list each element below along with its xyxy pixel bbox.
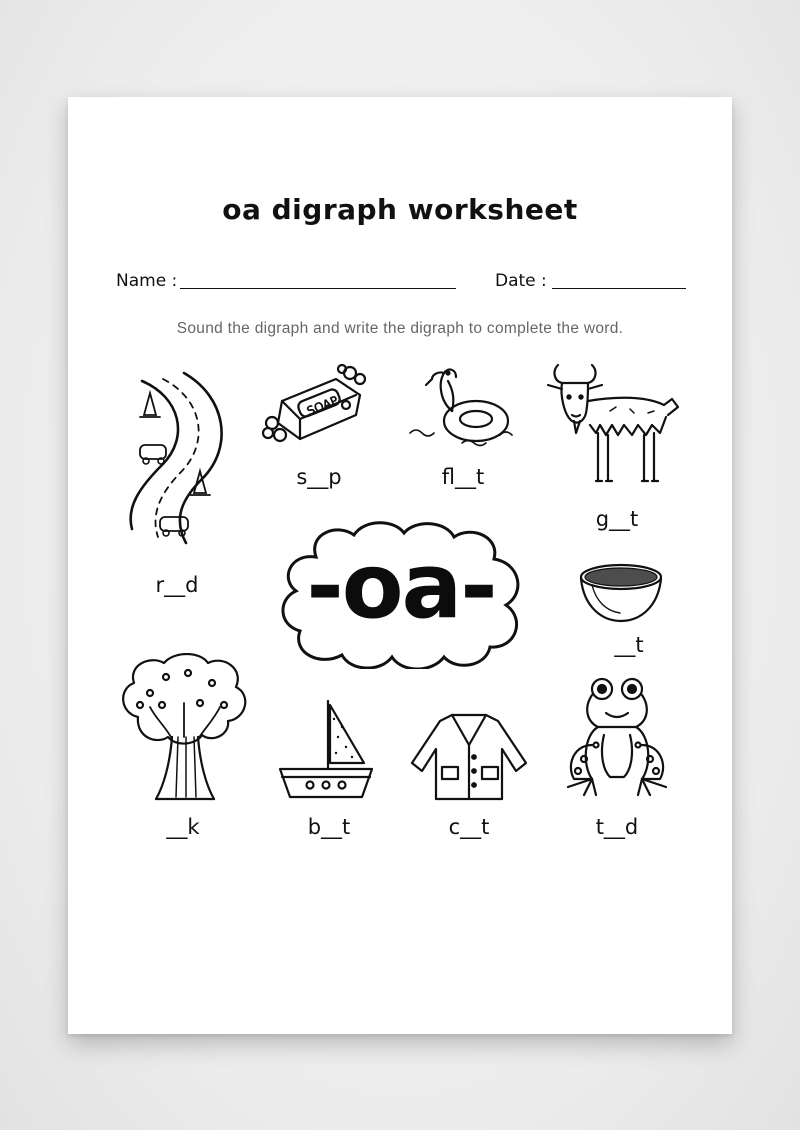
digraph-text: -oa- bbox=[306, 534, 496, 639]
oat-bowl-icon bbox=[578, 561, 664, 627]
oak-tree-icon bbox=[116, 653, 250, 803]
word-toad: t__d bbox=[595, 815, 639, 839]
date-field-line[interactable] bbox=[552, 288, 686, 289]
goat-icon bbox=[540, 359, 688, 491]
name-field-line[interactable] bbox=[180, 288, 456, 289]
svg-text:SOAP: SOAP bbox=[304, 393, 341, 419]
road-icon bbox=[116, 367, 236, 547]
coat-icon bbox=[404, 709, 534, 805]
word-goat: g__t bbox=[595, 507, 639, 531]
word-oak: __k bbox=[166, 815, 200, 839]
word-coat: c__t bbox=[448, 815, 490, 839]
soap-icon bbox=[258, 361, 370, 451]
sailboat-icon bbox=[276, 697, 376, 803]
word-float: fl__t bbox=[441, 465, 485, 489]
toad-icon bbox=[562, 675, 672, 805]
name-label: Name : bbox=[116, 271, 178, 291]
worksheet-title: oa digraph worksheet bbox=[222, 193, 578, 226]
worksheet-page bbox=[68, 97, 732, 1034]
flamingo-float-icon bbox=[404, 361, 524, 451]
instructions-text: Sound the digraph and write the digraph to complete the word. bbox=[176, 320, 624, 337]
word-road: r__d bbox=[155, 573, 199, 597]
word-soap: s__p bbox=[296, 465, 342, 489]
word-boat: b__t bbox=[307, 815, 351, 839]
date-label: Date : bbox=[495, 271, 547, 291]
word-oat: __t bbox=[614, 633, 644, 657]
